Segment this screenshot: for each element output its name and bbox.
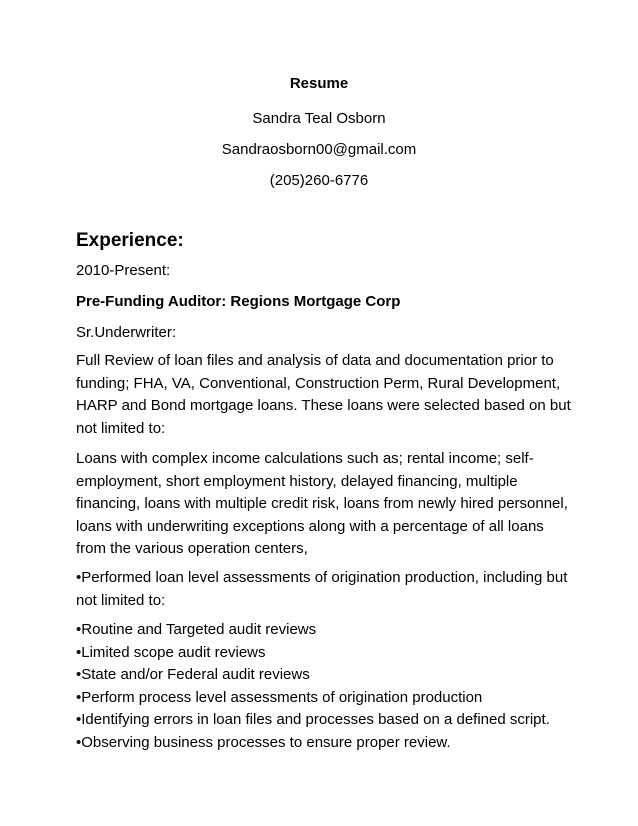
list-item: •State and/or Federal audit reviews (76, 666, 310, 684)
experience-heading: Experience: (76, 230, 184, 251)
job-description-paragraph: Full Review of loan files and analysis of data and documentation prior to funding; FHA, VA, Conventional, Construction Perm, Rural Development, HARP and Bond mortgage loans. These loans were selected based on but not limited to: (76, 352, 571, 437)
responsibility-list (76, 619, 576, 755)
job-description-paragraph: Loans with complex income calculations such as; rental income; self-employment, short employment history, delayed financing, multiple financing, loans with multiple credit risk, loans from newly hired personnel, loans with underwriting exceptions along with a percentage of all loans from the various operation centers, (76, 450, 568, 558)
list-item: •Observing business processes to ensure proper review. (76, 733, 451, 751)
job-role: Sr.Underwriter: (76, 324, 177, 341)
job-title: Pre-Funding Auditor: Regions Mortgage Corp (76, 293, 401, 310)
list-item: •Limited scope audit reviews (76, 643, 266, 661)
list-item: •Identifying errors in loan files and processes based on a defined script. (76, 711, 550, 729)
candidate-name: Sandra Teal Osborn (252, 110, 386, 127)
candidate-phone: (205)260-6776 (269, 172, 369, 189)
document-title: Resume (289, 75, 349, 92)
job-description-paragraph: •Performed loan level assessments of origination production, including but not limited to: (76, 569, 568, 609)
job-period: 2010-Present: (76, 262, 171, 279)
list-item: •Routine and Targeted audit reviews (76, 621, 317, 638)
candidate-email: Sandraosborn00@gmail.com (221, 141, 417, 158)
list-item: •Perform process level assessments of origination production (76, 688, 483, 706)
